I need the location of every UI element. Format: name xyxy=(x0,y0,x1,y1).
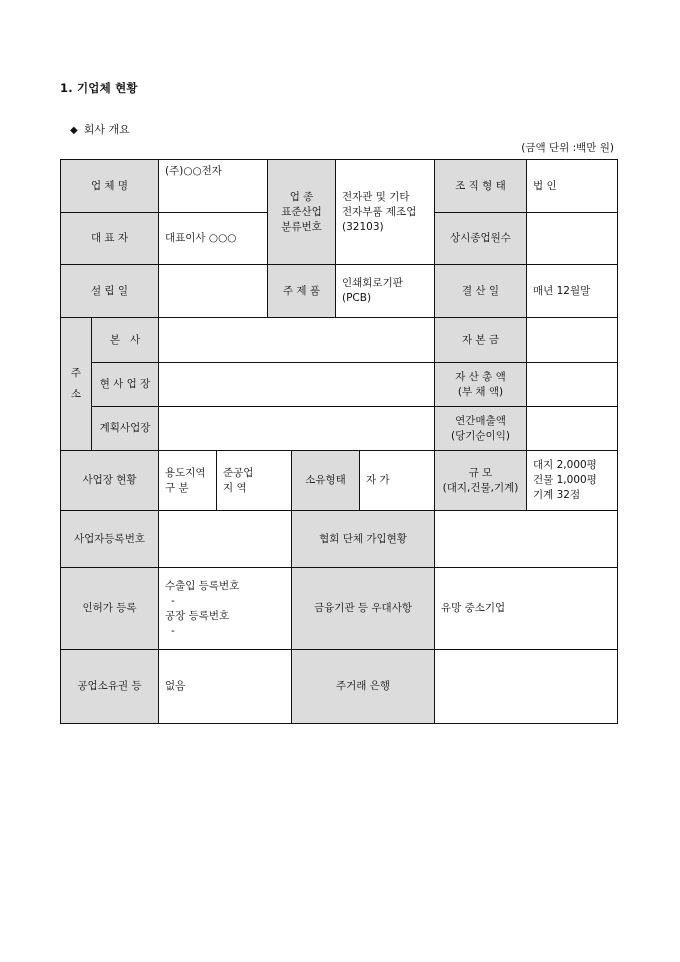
association-label: 협회 단체 가입현황 xyxy=(292,511,435,568)
industry-value: 전자관 및 기타 전자부품 제조업 (32103) xyxy=(336,160,435,265)
fiscal-label: 결 산 일 xyxy=(435,265,527,318)
main-product-label: 주 제 품 xyxy=(268,265,336,318)
established-label: 설 립 일 xyxy=(61,265,159,318)
scale-value: 대지 2,000평 건물 1,000평 기계 32점 xyxy=(527,451,618,511)
ip-label: 공업소유권 등 xyxy=(61,650,159,724)
bank-label: 주거래 은행 xyxy=(292,650,435,724)
subsection-title xyxy=(70,121,130,137)
ip-value: 없음 xyxy=(159,650,292,724)
main-product-value: 인쇄회로기판 (PCB) xyxy=(336,265,435,318)
fiscal-value: 매년 12월말 xyxy=(527,265,618,318)
zoning-value: 준공업 지 역 xyxy=(217,451,292,511)
section-title: 1. 기업체 현황 xyxy=(60,81,138,95)
hq-label: 본 사 xyxy=(92,318,159,363)
ownership-value: 자 가 xyxy=(360,451,435,511)
address-label: 주 소 xyxy=(61,318,92,451)
employees-label: 상시종업원수 xyxy=(435,213,527,265)
biz-reg-value xyxy=(159,511,292,568)
finance-value: 유망 중소기업 xyxy=(435,568,618,650)
bank-value xyxy=(435,650,618,724)
sales-label: 연간매출액 (당기순이익) xyxy=(435,407,527,451)
assets-value xyxy=(527,363,618,407)
org-type-label: 조 직 형 태 xyxy=(435,160,527,213)
employees-value xyxy=(527,213,618,265)
license-value: 수출입 등록번호 - 공장 등록번호 - xyxy=(159,568,292,650)
finance-label: 금융기관 등 우대사항 xyxy=(292,568,435,650)
biz-site-label: 사업장 현황 xyxy=(61,451,159,511)
hq-value xyxy=(159,318,435,363)
license-label: 인허가 등록 xyxy=(61,568,159,650)
site-label: 현 사 업 장 xyxy=(92,363,159,407)
company-name-value: (주)○○전자 xyxy=(159,160,268,213)
industry-label: 업 종 표준산업 분류번호 xyxy=(268,160,336,265)
plan-site-label: 계획사업장 xyxy=(92,407,159,451)
zoning-label: 용도지역 구 분 xyxy=(159,451,217,511)
capital-value xyxy=(527,318,618,363)
subsection-label: 회사 개요 xyxy=(83,123,130,136)
company-name-label: 업 체 명 xyxy=(61,160,159,213)
ceo-label: 대 표 자 xyxy=(61,213,159,265)
plan-site-value xyxy=(159,407,435,451)
ownership-label: 소유형태 xyxy=(292,451,360,511)
association-value xyxy=(435,511,618,568)
org-type-value: 법 인 xyxy=(527,160,618,213)
company-overview-table xyxy=(60,159,618,724)
scale-label: 규 모 (대지,건물,기계) xyxy=(435,451,527,511)
biz-reg-label: 사업자등록번호 xyxy=(61,511,159,568)
assets-label: 자 산 총 액 (부 채 액) xyxy=(435,363,527,407)
established-value xyxy=(159,265,268,318)
sales-value xyxy=(527,407,618,451)
unit-note: (금액 단위 :백만 원) xyxy=(521,142,614,154)
site-value xyxy=(159,363,435,407)
ceo-value: 대표이사 ○○○ xyxy=(159,213,268,265)
capital-label: 자 본 금 xyxy=(435,318,527,363)
diamond-bullet-icon: ◆ xyxy=(70,125,78,136)
